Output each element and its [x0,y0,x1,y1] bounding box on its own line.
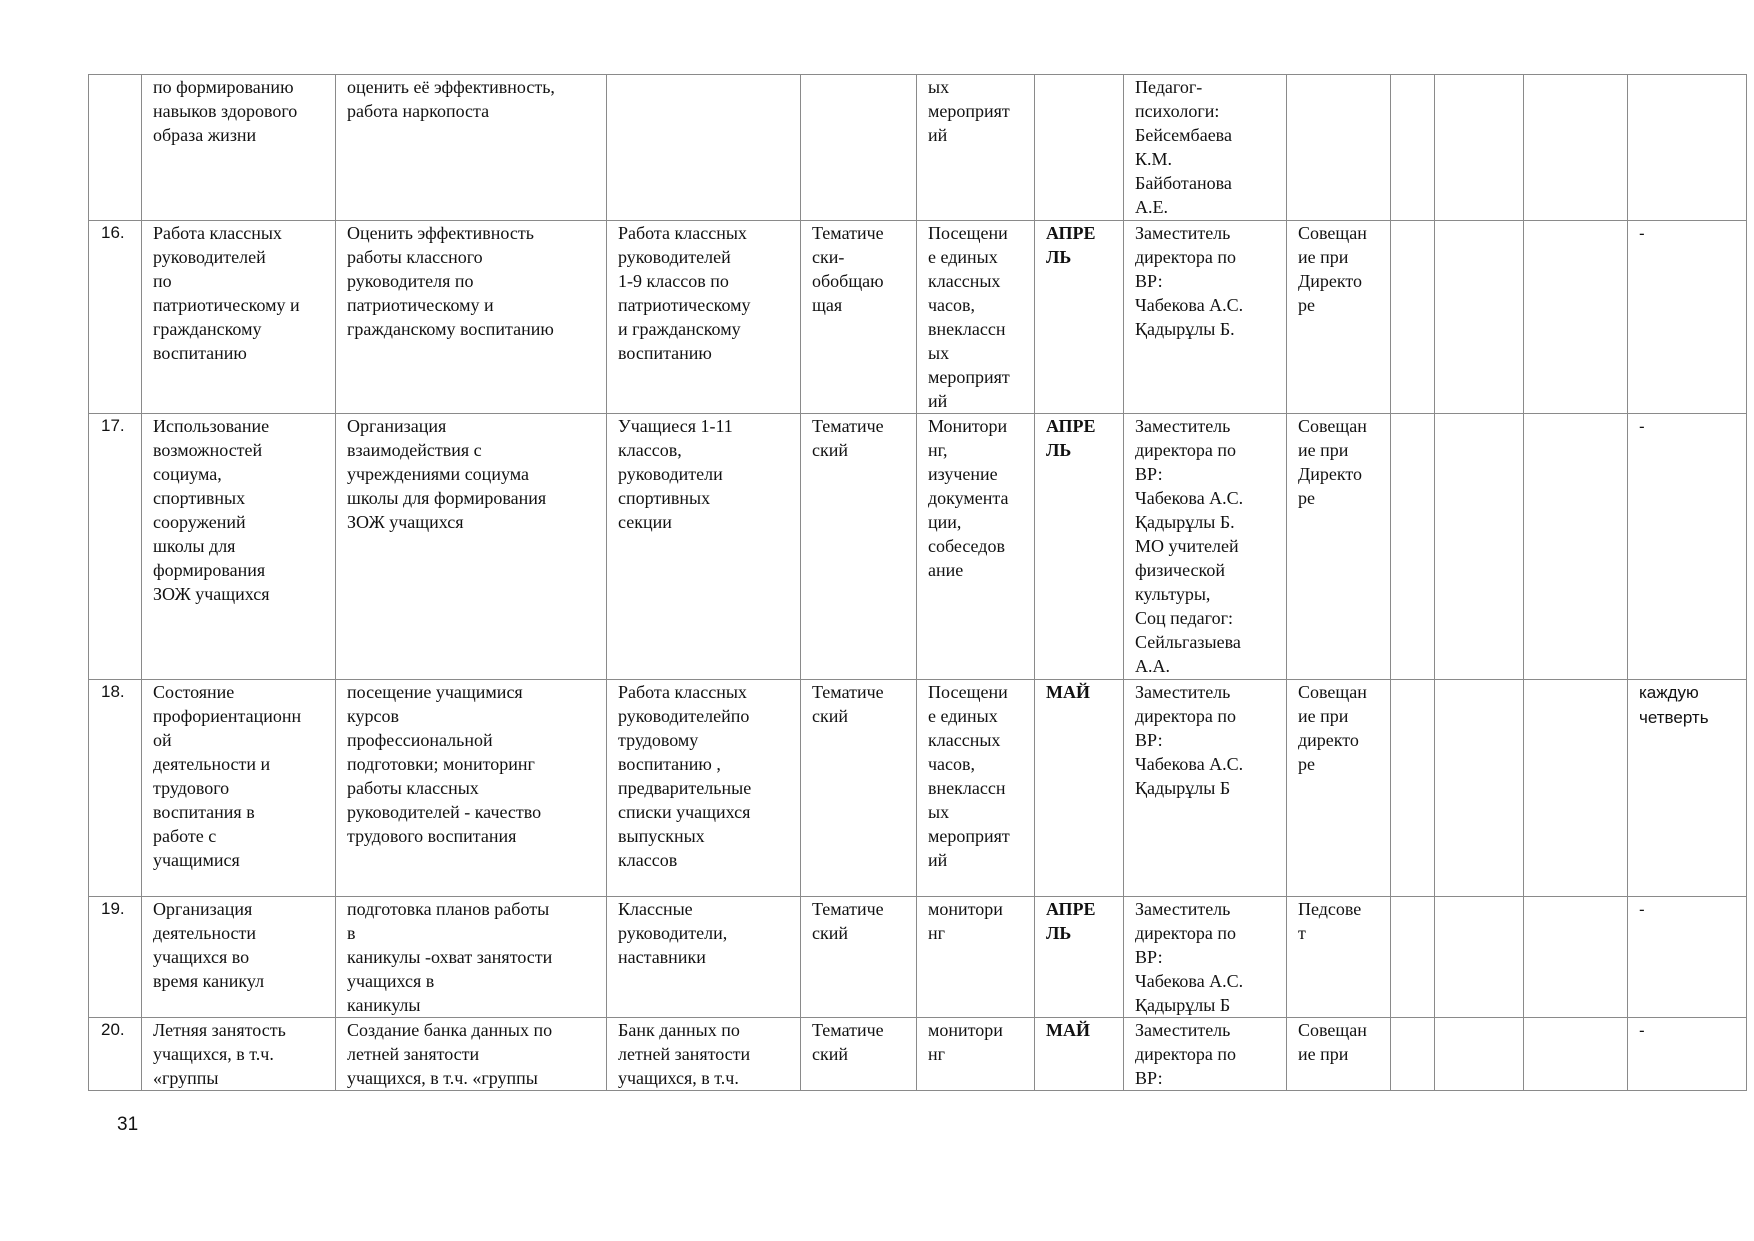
object-cell: Учащиеся 1-11 классов, руководители спортивных секции [607,414,801,680]
empty-cell [1391,680,1435,897]
control-type-cell: Тематиче ский [801,414,917,680]
row-number: 18. [89,680,142,897]
review-place-cell: Совещан ие при Директо ре [1287,414,1391,680]
goal-cell: Оценить эффективность работы классного руководителя по патриотическому и гражданскому воспитанию [336,221,607,414]
responsible-cell: Заместитель директора по ВР: [1124,1018,1287,1091]
empty-cell [1435,75,1524,221]
topic-cell: Летняя занятость учащихся, в т.ч. «группы [142,1018,336,1091]
empty-cell [1524,221,1628,414]
goal-cell: Организация взаимодействия с учреждениями социума школы для формирования ЗОЖ учащихся [336,414,607,680]
method-cell: ых мероприят ий [917,75,1035,221]
notes-cell: - [1628,897,1747,1018]
control-type-cell: Тематиче ский [801,1018,917,1091]
empty-cell [1524,1018,1628,1091]
table-row [89,221,1747,414]
object-cell: Работа классных руководителейпо трудовому воспитанию , предварительные списки учащихся выпускных классов [607,680,801,897]
notes-cell: каждую четверть [1628,680,1747,897]
notes-cell [1628,75,1747,221]
empty-cell [1391,221,1435,414]
notes-cell: - [1628,414,1747,680]
notes-cell: - [1628,221,1747,414]
month-cell: МАЙ [1035,1018,1124,1091]
page-number: 31 [117,1114,139,1135]
responsible-cell: Заместитель директора по ВР: Чабекова А.С. Қадырұлы Б. МО учителей физической культуры, Соц педагог: Сейльгазыева А.А. [1124,414,1287,680]
topic-cell: Работа классных руководителей по патриотическому и гражданскому воспитанию [142,221,336,414]
plan-table [88,74,1747,1091]
review-place-cell: Совещан ие при [1287,1018,1391,1091]
row-number: 17. [89,414,142,680]
month-cell: АПРЕ ЛЬ [1035,221,1124,414]
month-cell: МАЙ [1035,680,1124,897]
method-cell: монитори нг [917,897,1035,1018]
object-cell: Работа классных руководителей 1-9 классов по патриотическому и гражданскому воспитанию [607,221,801,414]
table-row [89,75,1747,221]
empty-cell [1391,897,1435,1018]
table-row [89,1018,1747,1091]
row-number: 16. [89,221,142,414]
empty-cell [1391,1018,1435,1091]
control-type-cell: Тематиче ски- обобщаю щая [801,221,917,414]
topic-cell: Организация деятельности учащихся во время каникул [142,897,336,1018]
table-row [89,680,1747,897]
control-type-cell [801,75,917,221]
topic-cell: Состояние профориентационн ой деятельности и трудового воспитания в работе с учащимися [142,680,336,897]
object-cell: Банк данных по летней занятости учащихся, в т.ч. [607,1018,801,1091]
method-cell: Монитори нг, изучение документа ции, собеседов ание [917,414,1035,680]
notes-cell: - [1628,1018,1747,1091]
method-cell: Посещени е единых классных часов, внеклассн ых мероприят ий [917,221,1035,414]
row-number: 19. [89,897,142,1018]
control-type-cell: Тематиче ский [801,897,917,1018]
topic-cell: по формированию навыков здорового образа жизни [142,75,336,221]
responsible-cell: Педагог- психологи: Бейсембаева К.М. Байботанова А.Е. [1124,75,1287,221]
goal-cell: Создание банка данных по летней занятости учащихся, в т.ч. «группы [336,1018,607,1091]
review-place-cell [1287,75,1391,221]
empty-cell [1435,680,1524,897]
goal-cell: подготовка планов работы в каникулы -охват занятости учащихся в каникулы [336,897,607,1018]
row-number [89,75,142,221]
responsible-cell: Заместитель директора по ВР: Чабекова А.С. Қадырұлы Б. [1124,221,1287,414]
month-cell: АПРЕ ЛЬ [1035,897,1124,1018]
goal-cell: оценить её эффективность, работа наркопоста [336,75,607,221]
review-place-cell: Совещан ие при директо ре [1287,680,1391,897]
month-cell [1035,75,1124,221]
empty-cell [1435,897,1524,1018]
goal-cell: посещение учащимися курсов профессиональной подготовки; мониторинг работы классных руководителей - качество трудового воспитания [336,680,607,897]
empty-cell [1524,897,1628,1018]
object-cell [607,75,801,221]
empty-cell [1524,680,1628,897]
month-cell: АПРЕ ЛЬ [1035,414,1124,680]
table-row [89,414,1747,680]
object-cell: Классные руководители, наставники [607,897,801,1018]
row-number: 20. [89,1018,142,1091]
method-cell: монитори нг [917,1018,1035,1091]
table-row [89,897,1747,1018]
empty-cell [1435,221,1524,414]
empty-cell [1391,414,1435,680]
responsible-cell: Заместитель директора по ВР: Чабекова А.С. Қадырұлы Б [1124,680,1287,897]
empty-cell [1391,75,1435,221]
empty-cell [1435,414,1524,680]
empty-cell [1524,75,1628,221]
review-place-cell: Педсове т [1287,897,1391,1018]
method-cell: Посещени е единых классных часов, внеклассн ых мероприят ий [917,680,1035,897]
responsible-cell: Заместитель директора по ВР: Чабекова А.С. Қадырұлы Б [1124,897,1287,1018]
topic-cell: Использование возможностей социума, спортивных сооружений школы для формирования ЗОЖ учащихся [142,414,336,680]
empty-cell [1524,414,1628,680]
empty-cell [1435,1018,1524,1091]
control-type-cell: Тематиче ский [801,680,917,897]
review-place-cell: Совещан ие при Директо ре [1287,221,1391,414]
